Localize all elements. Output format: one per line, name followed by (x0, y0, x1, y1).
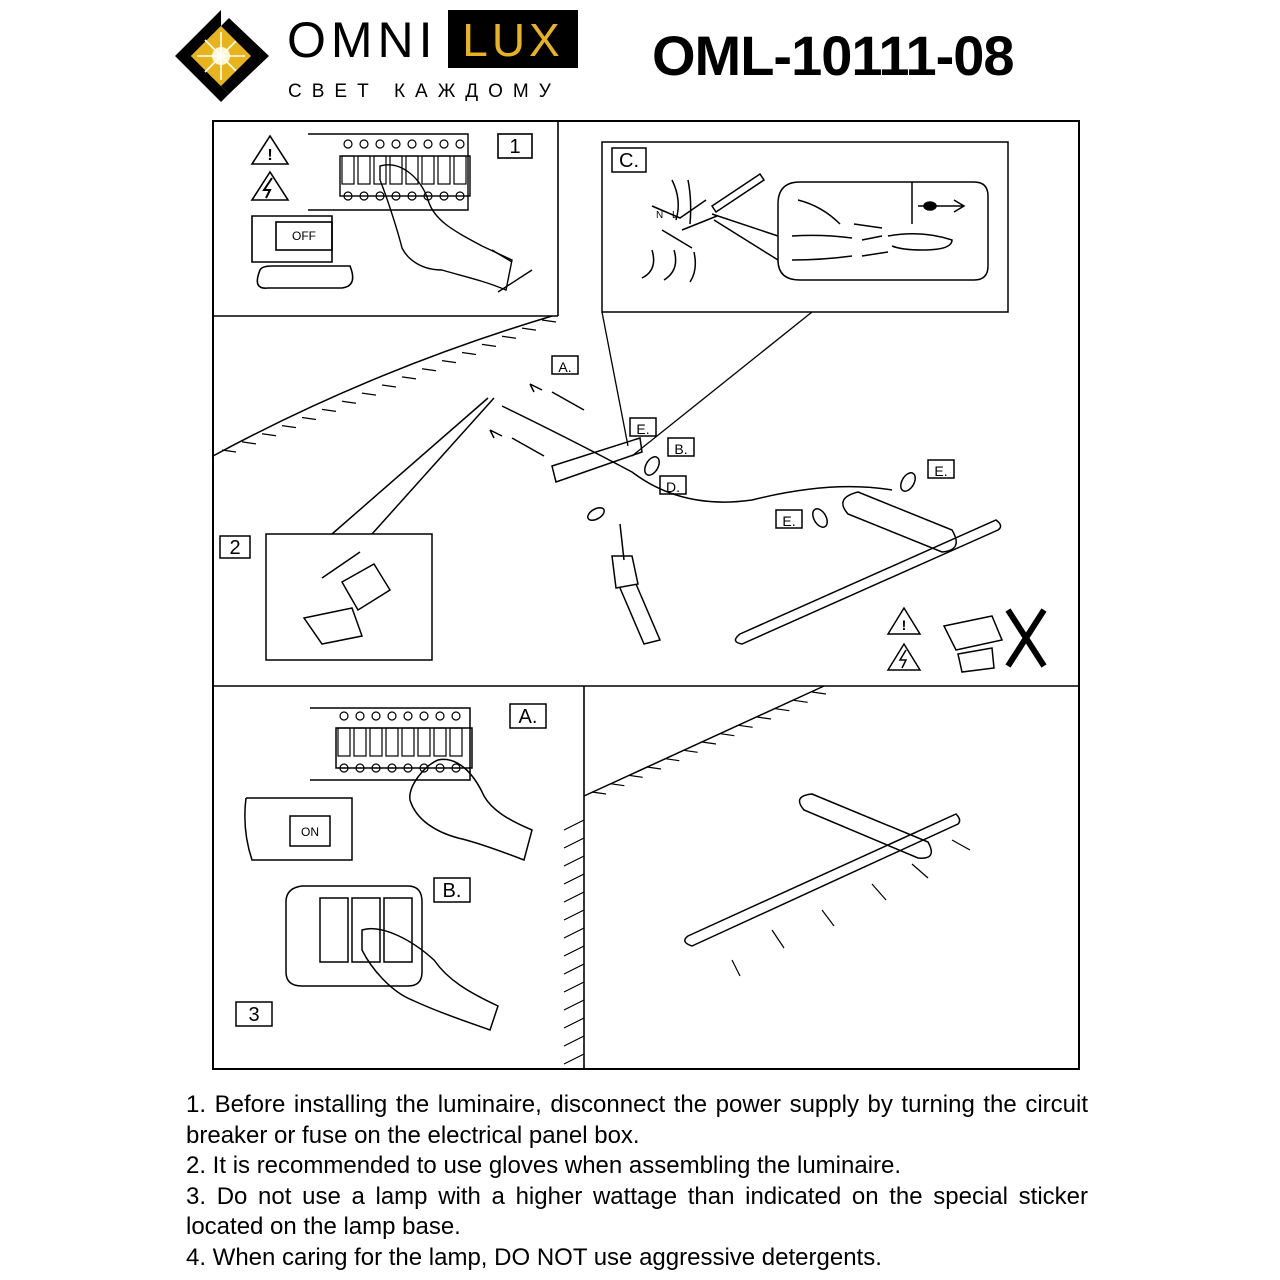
step-2-label: 2 (229, 537, 241, 559)
label-e-left: E. (782, 513, 796, 529)
switch-on-label: ON (301, 825, 319, 839)
label-b-switch: B. (442, 880, 462, 902)
step-1-panel (252, 134, 532, 292)
wiring-detail-panel (602, 142, 1008, 312)
electric-hazard-icon-2 (900, 650, 906, 668)
svg-text:L: L (672, 210, 678, 221)
label-e-right: E. (934, 463, 948, 479)
brand-name: OMNI (287, 12, 438, 68)
label-c: C. (619, 150, 639, 172)
brand-badge (448, 10, 578, 68)
brand-tagline: СВЕТ КАЖДОМУ (288, 81, 561, 102)
step-3-panel (236, 686, 970, 1064)
warning-icon (252, 136, 288, 164)
logo-icon (165, 8, 277, 104)
switch-off-icon (252, 216, 353, 288)
label-e-plate: E. (636, 421, 650, 437)
label-a-dowel: A. (558, 359, 572, 375)
instructions-list (186, 1090, 1088, 1273)
electric-hazard-icon (252, 172, 288, 200)
instruction-item: 4. When caring for the lamp, DO NOT use aggressive detergents. (186, 1243, 882, 1271)
instruction-item: 1. Before installing the luminaire, disconnect the power supply by turning the circuit breaker or fuse on the electrical panel box. (186, 1091, 1088, 1149)
brand-name-accent: LUX (462, 14, 564, 66)
instruction-item: 2. It is recommended to use gloves when assembling the luminaire. (186, 1152, 902, 1179)
installation-diagram (212, 120, 1080, 1072)
step-2-panel (213, 316, 1044, 672)
model-number: OML-10111-08 (652, 24, 1014, 87)
label-a-power: A. (518, 706, 538, 728)
label-d: D. (666, 479, 680, 495)
step-3-label: 3 (248, 1004, 260, 1026)
instruction-item: 3. Do not use a lamp with a higher wattage than indicated on the special sticker located on the lamp base. (186, 1182, 1088, 1240)
label-b: B. (674, 441, 688, 457)
step-1-label: 1 (509, 136, 521, 158)
svg-text:N: N (656, 210, 664, 221)
svg-text:OFF: OFF (292, 229, 316, 243)
warning-icon-2: ! (901, 617, 907, 633)
svg-text:!: ! (267, 147, 273, 164)
